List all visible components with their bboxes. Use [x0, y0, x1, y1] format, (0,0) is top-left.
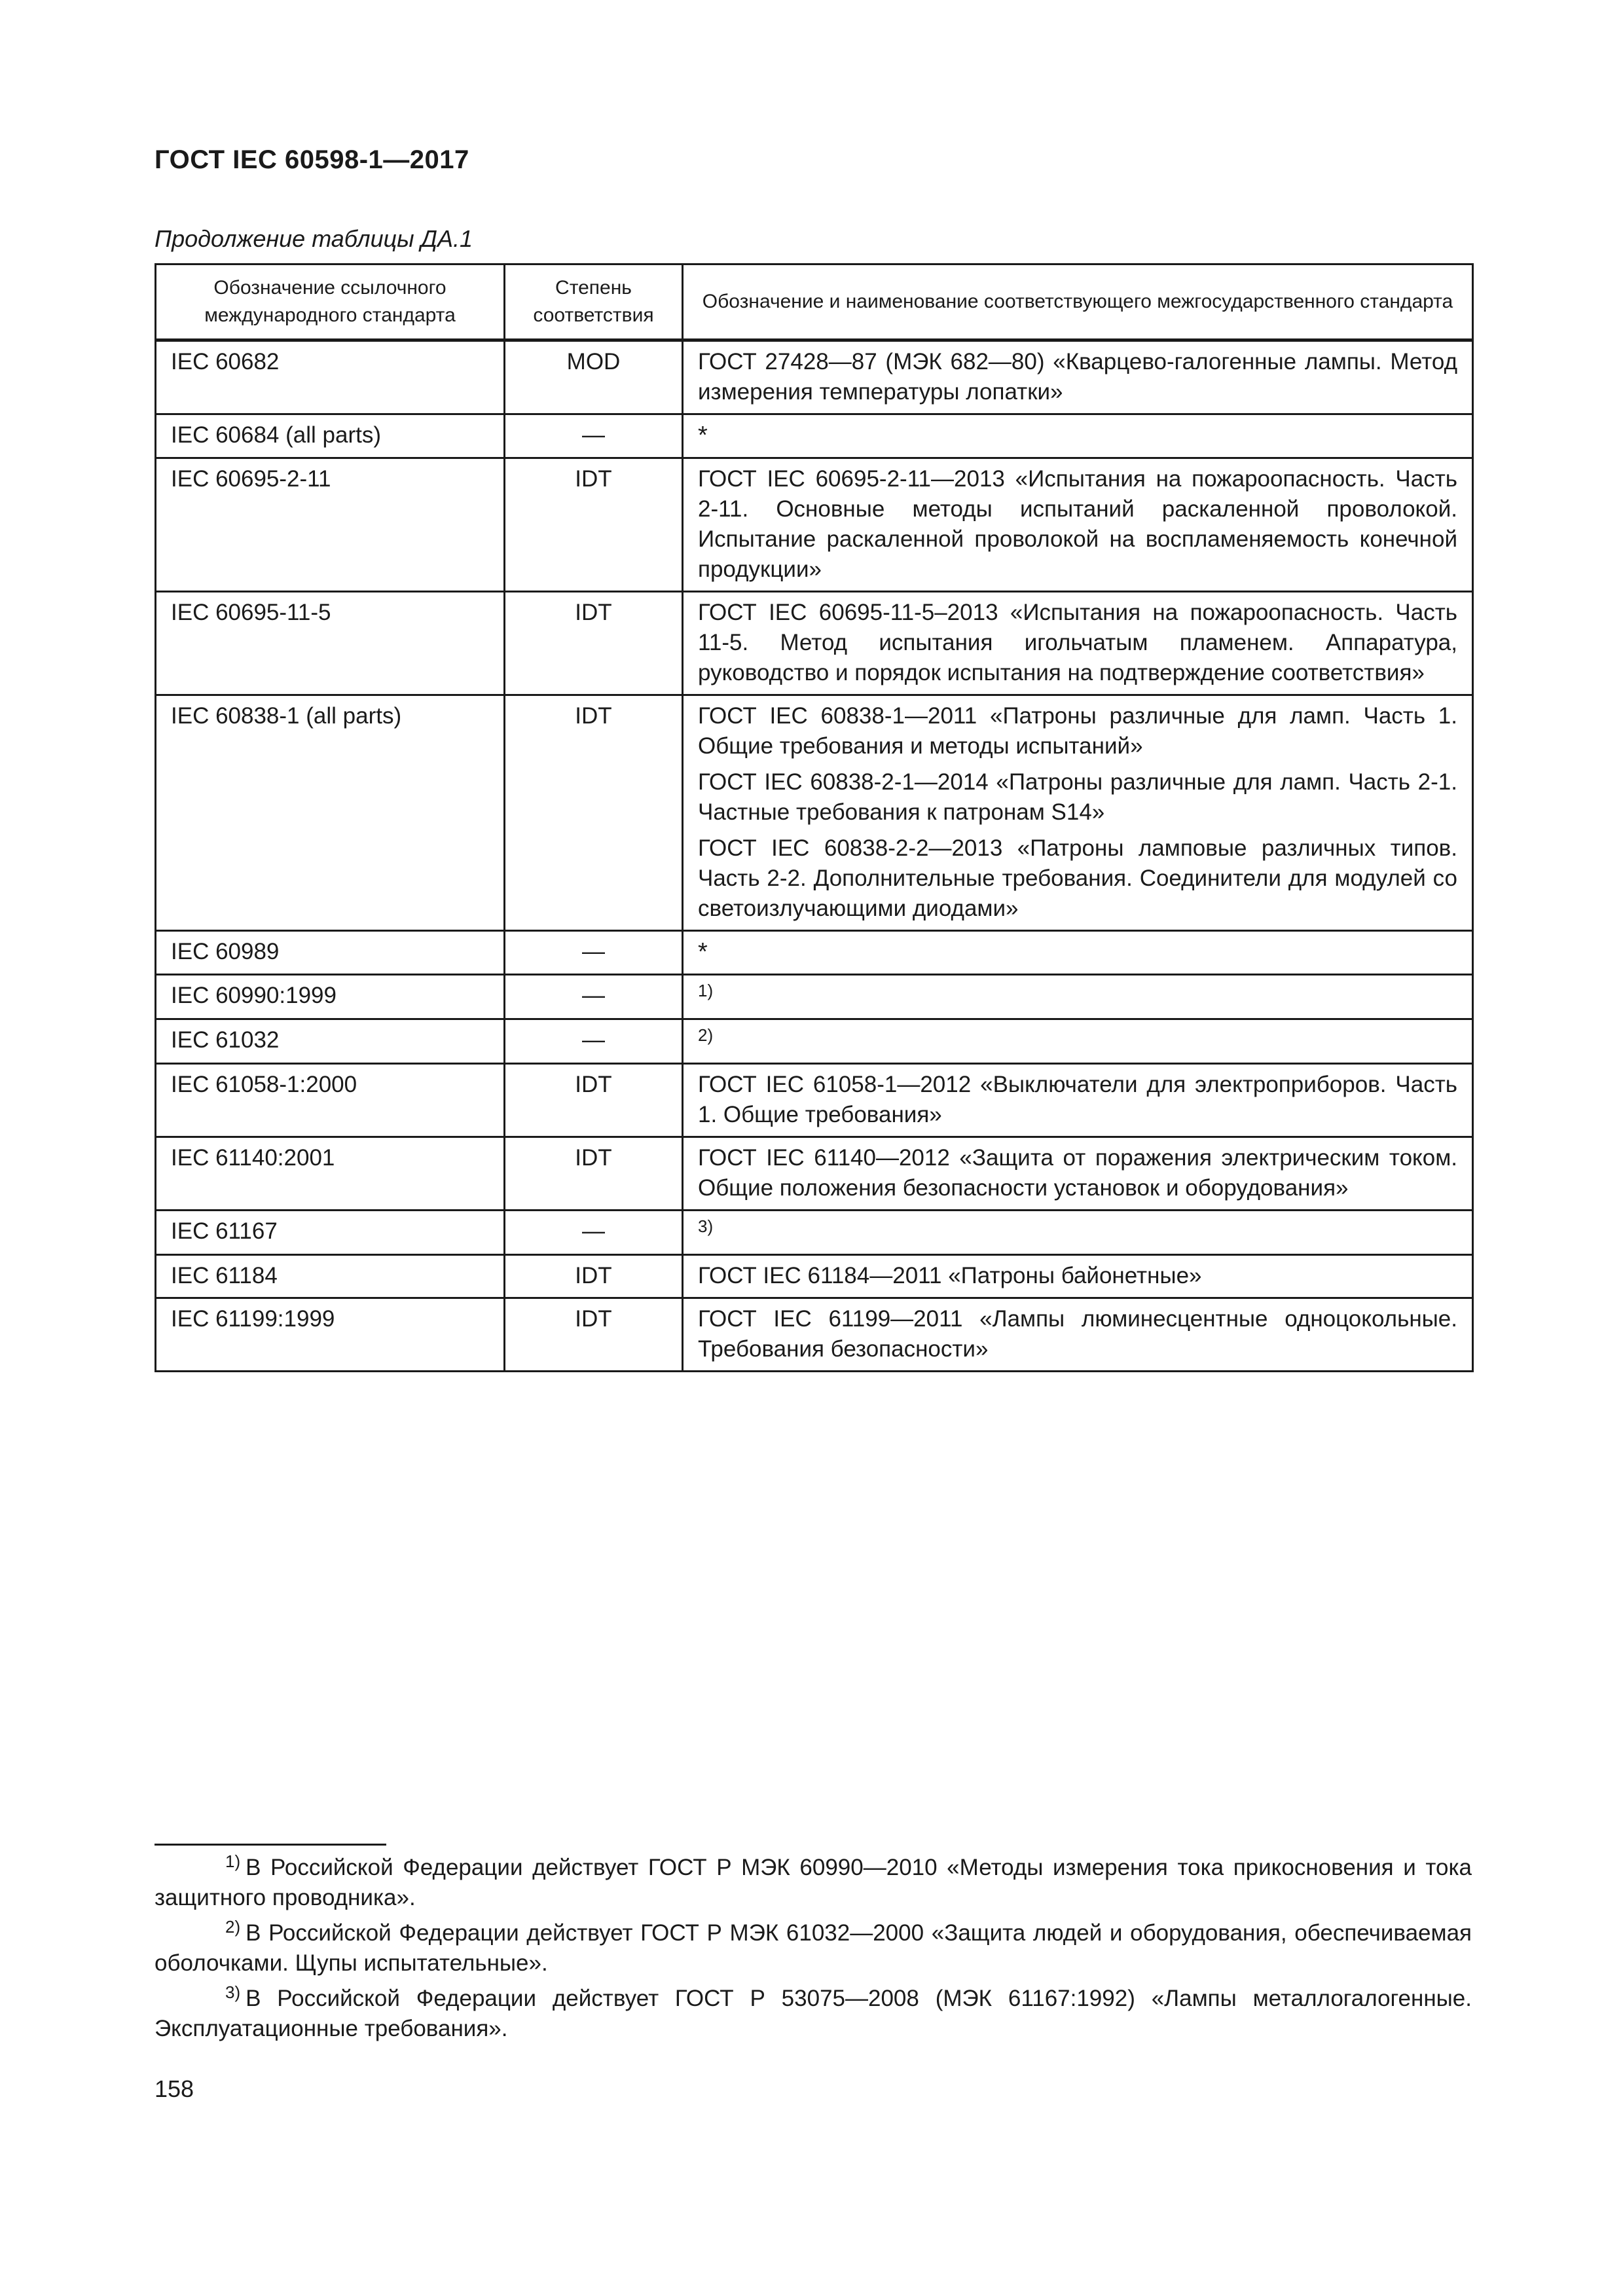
standard-text: ГОСТ 27428—87 (МЭК 682—80) «Кварцево-галогенные лампы. Метод измерения температуры лопатки» — [698, 349, 1457, 405]
reference-standard-cell: IEC 60989 — [156, 931, 505, 975]
standard-text: ГОСТ IEC 61199—2011 «Лампы люминесцентные одноцокольные. Требования безопасности» — [698, 1306, 1457, 1362]
interstate-standard-cell — [683, 975, 1473, 1019]
degree-cell: — — [505, 931, 683, 975]
footnote — [155, 1918, 1472, 1978]
interstate-standard-cell — [683, 414, 1473, 458]
interstate-standard-cell — [683, 695, 1473, 931]
standard-text: ГОСТ IEC 60838-2-2—2013 «Патроны ламповые различных типов. Часть 2-2. Дополнительные требования. Соединители для модулей со светоизлучающими диодами» — [698, 835, 1457, 921]
degree-cell: IDT — [505, 1255, 683, 1298]
reference-standard-cell: IEC 61184 — [156, 1255, 505, 1298]
table-row — [156, 931, 1473, 975]
degree-cell: IDT — [505, 1298, 683, 1372]
interstate-standard-cell — [683, 1255, 1473, 1298]
footnote-mark: 1) — [225, 1851, 241, 1871]
footnote — [155, 1853, 1472, 1913]
degree-cell: — — [505, 414, 683, 458]
interstate-standard-cell — [683, 592, 1473, 695]
table-row — [156, 1019, 1473, 1064]
interstate-standard-cell — [683, 1137, 1473, 1211]
footnote-text: В Российской Федерации действует ГОСТ Р МЭК 60990—2010 «Методы измерения тока прикосновения и тока защитного проводника». — [155, 1855, 1472, 1910]
degree-cell: IDT — [505, 1064, 683, 1137]
footnote-text: В Российской Федерации действует ГОСТ Р 53075—2008 (МЭК 61167:1992) «Лампы металлогалогенные. Эксплуатационные требования». — [155, 1986, 1472, 2041]
reference-standard-cell: IEC 61058-1:2000 — [156, 1064, 505, 1137]
footnote-mark: 3) — [225, 1982, 241, 2002]
degree-cell: MOD — [505, 340, 683, 414]
footnotes — [155, 1853, 1472, 2049]
table-caption: Продолжение таблицы ДА.1 — [155, 225, 473, 252]
column-header-degree: Степень соответствия — [505, 264, 683, 340]
footnote — [155, 1984, 1472, 2044]
table-header-row — [156, 264, 1473, 340]
reference-standard-cell: IEC 61140:2001 — [156, 1137, 505, 1211]
table-row — [156, 975, 1473, 1019]
table-row — [156, 1211, 1473, 1255]
table-row — [156, 1137, 1473, 1211]
reference-standard-cell: IEC 61032 — [156, 1019, 505, 1064]
degree-cell: IDT — [505, 592, 683, 695]
degree-cell: IDT — [505, 458, 683, 592]
interstate-standard-cell — [683, 458, 1473, 592]
degree-cell: — — [505, 1211, 683, 1255]
table-row — [156, 340, 1473, 414]
footnote-ref: 3) — [698, 1216, 714, 1236]
reference-standard-cell: IEC 61199:1999 — [156, 1298, 505, 1372]
interstate-standard-cell — [683, 931, 1473, 975]
footnote-ref: 1) — [698, 981, 714, 1000]
interstate-standard-cell — [683, 1298, 1473, 1372]
standard-text: ГОСТ IEC 61184—2011 «Патроны байонетные» — [698, 1263, 1202, 1288]
table-row — [156, 695, 1473, 931]
standard-text: ГОСТ IEC 60695-2-11—2013 «Испытания на пожароопасность. Часть 2-11. Основные методы испытаний раскаленной проволокой. Испытание раскаленной проволокой на воспламеняемость конечной продукции» — [698, 466, 1457, 582]
standard-text: ГОСТ IEC 60695-11-5–2013 «Испытания на пожароопасность. Часть 11-5. Метод испытания игольчатым пламенем. Аппаратура, руководство и порядок испытания на подтверждение соответствия» — [698, 600, 1457, 685]
footnote-separator — [155, 1844, 386, 1846]
reference-standard-cell: IEC 60990:1999 — [156, 975, 505, 1019]
standard-text: ГОСТ IEC 60838-1—2011 «Патроны различные для ламп. Часть 1. Общие требования и методы испытаний» — [698, 703, 1457, 759]
footnote-ref: 2) — [698, 1025, 714, 1045]
reference-standard-cell: IEC 60695-11-5 — [156, 592, 505, 695]
degree-cell: — — [505, 975, 683, 1019]
table-row — [156, 1255, 1473, 1298]
document-title: ГОСТ IEC 60598-1—2017 — [155, 145, 469, 174]
degree-cell: IDT — [505, 695, 683, 931]
reference-standard-cell: IEC 60684 (all parts) — [156, 414, 505, 458]
interstate-standard-cell — [683, 1019, 1473, 1064]
table-row — [156, 1298, 1473, 1372]
reference-standard-cell: IEC 61167 — [156, 1211, 505, 1255]
standard-text: ГОСТ IEC 61140—2012 «Защита от поражения электрическим током. Общие положения безопасности установок и оборудования» — [698, 1145, 1457, 1201]
correspondence-table — [155, 263, 1474, 1372]
asterisk-mark: * — [698, 422, 708, 449]
table-row — [156, 592, 1473, 695]
table-row — [156, 414, 1473, 458]
table-row — [156, 1064, 1473, 1137]
asterisk-mark: * — [698, 938, 708, 966]
reference-standard-cell: IEC 60695-2-11 — [156, 458, 505, 592]
footnote-mark: 2) — [225, 1917, 241, 1937]
interstate-standard-cell — [683, 1064, 1473, 1137]
reference-standard-cell: IEC 60838-1 (all parts) — [156, 695, 505, 931]
standard-text: ГОСТ IEC 60838-2-1—2014 «Патроны различные для ламп. Часть 2-1. Частные требования к патронам S14» — [698, 769, 1457, 825]
footnote-text: В Российской Федерации действует ГОСТ Р МЭК 61032—2000 «Защита людей и оборудования, обеспечиваемая оболочками. Щупы испытательные». — [155, 1920, 1472, 1976]
interstate-standard-cell — [683, 1211, 1473, 1255]
page-number: 158 — [155, 2075, 194, 2102]
interstate-standard-cell — [683, 340, 1473, 414]
reference-standard-cell: IEC 60682 — [156, 340, 505, 414]
table-row — [156, 458, 1473, 592]
degree-cell: — — [505, 1019, 683, 1064]
standard-text: ГОСТ IEC 61058-1—2012 «Выключатели для электроприборов. Часть 1. Общие требования» — [698, 1072, 1457, 1127]
degree-cell: IDT — [505, 1137, 683, 1211]
column-header-reference: Обозначение ссылочного международного стандарта — [156, 264, 505, 340]
column-header-interstate-standard: Обозначение и наименование соответствующего межгосударственного стандарта — [683, 264, 1473, 340]
